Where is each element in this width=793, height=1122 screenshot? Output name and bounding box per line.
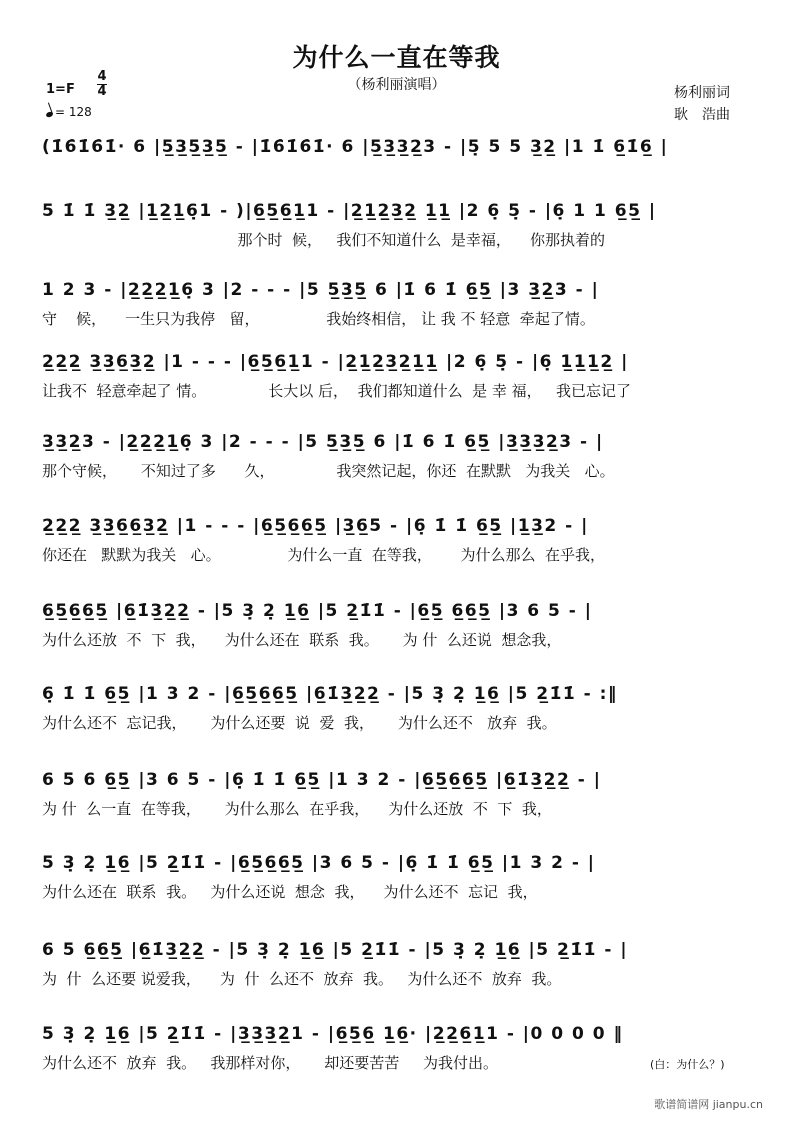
notation-row: 5 3̣ 2̣ 1̲6̲ |5 2̲1̇1̇ - |6̲5̲6̲6̲5̲ |3 6 5 - |6̣ 1̇ 1̇ 6̲5̲ |1 3 2 - |	[42, 853, 596, 873]
notation-row: 6 5 6 6̲5̲ |3 6 5 - |6̣ 1̇ 1̇ 6̲5̲ |1 3 2 - |6̲5̲6̲6̲5̲ |6̲1̇3̲2̲2̲ - |	[42, 770, 602, 790]
notation-row: (1̇6̇1̇6̇1̇· 6 |5̲3̲5̲3̲5̲ - |1̇6̇1̇6̇1̇· 6 |5̲3̲3̲2̲3 - |5̣ 5 5 3̲2̲ |1 1̇ 6̲1̇6̲ |	[42, 137, 669, 157]
notation-row: 6̲5̲6̲6̲5̲ |6̲1̇3̲2̲2̲ - |5 3̣ 2̣ 1̲6̲ |5 2̲1̇1̇ - |6̲5̲ 6̲6̲5̲ |3 6 5 - |	[42, 601, 593, 621]
time-signature	[97, 70, 107, 99]
score-line	[42, 137, 754, 197]
lyrics-row: 为什么还不 忘记我， 为什么还要 说 爱 我， 为什么还不 放弃 我。	[42, 714, 557, 732]
lyrics-row: 守 候， 一生只为我停 留， 我始终相信， 让 我 不 轻意 牵起了情。	[42, 310, 595, 328]
key-signature: 1=F	[46, 82, 75, 97]
notation-row: 3̲3̲2̲3 - |2̲2̲2̲1̲6̣ 3 |2 - - - |5 5̲3̲5̲ 6 |1̇ 6 1̇ 6̲5̲ |3̲3̲3̲2̲3 - |	[42, 432, 604, 452]
score-line	[42, 352, 754, 412]
composer-credit: 耿 浩曲	[674, 107, 730, 123]
score-line	[42, 1024, 754, 1084]
score-line	[42, 516, 754, 576]
lyrics-row: 你还在 默默为我关 心。 为什么一直 在等我， 为什么那么 在乎我，	[42, 546, 606, 564]
score-line	[42, 601, 754, 661]
tempo-value: = 128	[55, 105, 92, 119]
lyrics-row: 为什么还在 联系 我。 为什么还说 想念 我， 为什么还不 忘记 我，	[42, 883, 538, 901]
lyrics-row: 为什么还不 放弃 我。 我那样对你， 却还要苦苦 为我付出。	[42, 1054, 499, 1072]
notation-row: 5 1̇ 1̇ 3̲2̲ |1̲2̲1̲6̣1 - )|6̲5̲6̲1̲1 - |2̲1̲2̲3̲2̲ 1̲1̲ |2 6̣ 5̣ - |6̣ 1 1 6̲5̲ |	[42, 201, 657, 221]
notation-row: 6 5 6̲6̲5̲ |6̲1̇3̲2̲2̲ - |5 3̣ 2̣ 1̲6̲ |5 2̲1̇1̇ - |5 3̣ 2̣ 1̲6̲ |5 2̲1̇1̇ - |	[42, 940, 629, 960]
lyrics-row: 为 什 么一直 在等我， 为什么那么 在乎我， 为什么还放 不 下 我，	[42, 800, 552, 818]
lyrics-row: 为什么还放 不 下 我， 为什么还在 联系 我。 为 什 么还说 想念我，	[42, 631, 562, 649]
time-sig-top: 4	[97, 69, 107, 84]
song-subtitle: （杨利丽演唱）	[347, 77, 446, 93]
notation-row: 2̲2̲2̲ 3̲3̲6̲6̲3̲2̲ |1 - - - |6̲5̲6̲6̲5̲ |3̲6̲5 - |6̣ 1̇ 1̇ 6̲5̲ |1̲3̲2 - |	[42, 516, 589, 536]
spoken-aside: (白：为什么？)	[650, 1058, 725, 1071]
score-line	[42, 201, 754, 261]
score-line	[42, 770, 754, 830]
time-sig-bottom: 4	[97, 84, 107, 99]
score-line	[42, 940, 754, 1000]
lyrics-row: 那个守候， 不知过了多 久， 我突然记起，你还 在默默 为我关 心。	[42, 462, 615, 480]
notation-row: 1 2 3 - |2̲2̲2̲1̲6̣ 3 |2 - - - |5 5̲3̲5̲ 6 |1̇ 6 1̇ 6̲5̲ |3 3̲2̲3 - |	[42, 280, 600, 300]
score-line	[42, 432, 754, 492]
tempo-marking	[46, 105, 92, 119]
lyrics-row: 让我不 轻意牵起了 情。 长大以 后， 我们都知道什么 是 幸 福， 我已忘记了	[42, 382, 631, 400]
notation-row: 6̣ 1̇ 1̇ 6̲5̲ |1 3 2 - |6̲5̲6̲6̲5̲ |6̲1̇3̲2̲2̲ - |5 3̣ 2̣ 1̲6̲ |5 2̲1̇1̇ - :‖	[42, 684, 618, 704]
score-line	[42, 853, 754, 913]
footer-watermark: 歌谱简谱网 jianpu.cn	[654, 1098, 763, 1111]
notation-row: 5 3̣ 2̣ 1̲6̲ |5 2̲1̇1̇ - |3̲3̲3̲2̲1 - |6̲5̲6̲ 1̲6̲· |2̲2̲6̲1̲1 - |0 0 0 0 ‖	[42, 1024, 624, 1044]
score-line	[42, 684, 754, 744]
quarter-note-icon	[45, 111, 53, 118]
score-line	[42, 280, 754, 340]
notation-row: 2̲2̲2̲ 3̲3̲6̲3̲2̲ |1 - - - |6̲5̲6̲1̲1 - |2̲1̲2̲3̲2̲1̲1̲ |2 6̣ 5̣ - |6̣ 1̲1̲1̲2̲ |	[42, 352, 629, 372]
lyricist-credit: 杨利丽词	[674, 85, 730, 101]
lyrics-row: 为 什 么还要 说爱我， 为 什 么还不 放弃 我。 为什么还不 放弃 我。	[42, 970, 562, 988]
song-title: 为什么一直在等我	[292, 43, 501, 72]
lyrics-row: 那个时 候， 我们不知道什么 是幸福， 你那执着的	[42, 231, 605, 249]
